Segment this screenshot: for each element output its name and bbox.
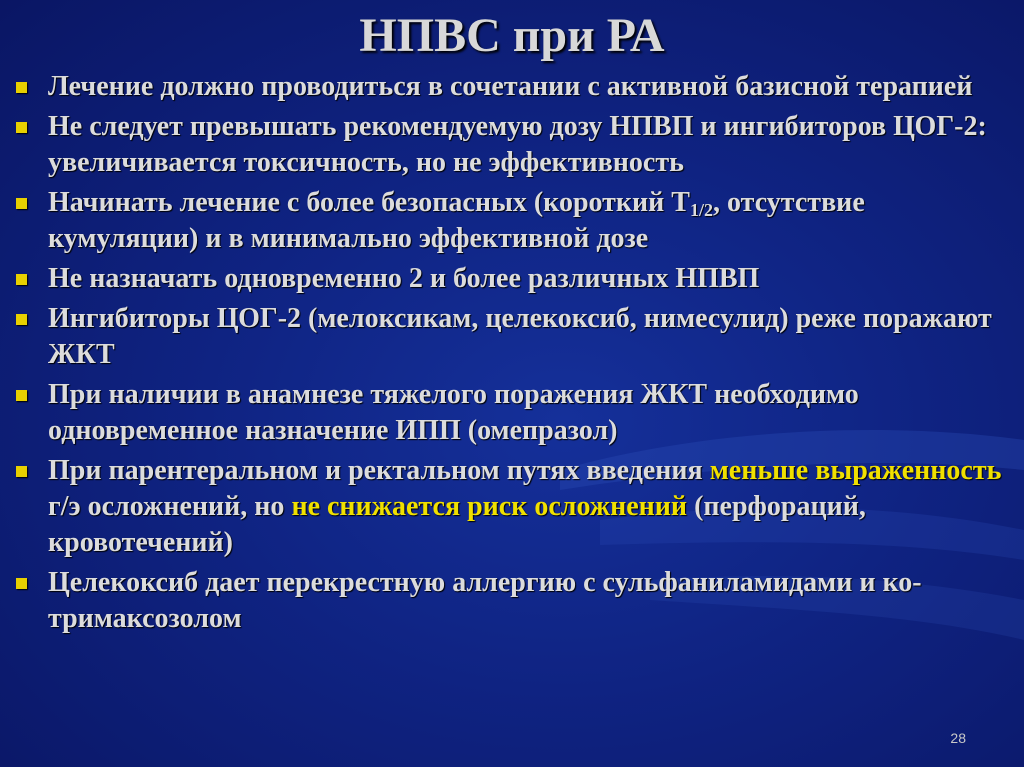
bullet-item	[14, 565, 1004, 637]
bullet-text: г/э осложнений, но	[48, 491, 292, 522]
bullet-text: Лечение должно проводиться в сочетании с активной базисной терапией	[48, 71, 973, 102]
bullet-item	[14, 301, 1004, 373]
highlighted-text: меньше выраженность	[709, 455, 1002, 486]
subscript-text: 1/2	[689, 200, 713, 220]
square-bullet-icon	[16, 390, 27, 401]
bullet-item	[14, 109, 1004, 181]
square-bullet-icon	[16, 82, 27, 93]
bullet-text: Не назначать одновременно 2 и более различных НПВП	[48, 263, 760, 294]
bullet-item	[14, 261, 1004, 297]
bullet-text: Не следует превышать рекомендуемую дозу НПВП и ингибиторов ЦОГ-2: увеличивается токсичность, но не эффективность	[48, 111, 987, 178]
square-bullet-icon	[16, 198, 27, 209]
square-bullet-icon	[16, 466, 27, 477]
bullet-text: Целекоксиб дает перекрестную аллергию с сульфаниламидами и ко-тримаксозолом	[48, 567, 922, 634]
square-bullet-icon	[16, 122, 27, 133]
bullet-item	[14, 69, 1004, 105]
bullet-item	[14, 185, 1004, 257]
bullet-text: Ингибиторы ЦОГ-2 (мелоксикам, целекоксиб, нимесулид) реже поражают ЖКТ	[48, 303, 992, 370]
square-bullet-icon	[16, 274, 27, 285]
bullet-item	[14, 377, 1004, 449]
slide-title: НПВС при РА	[359, 9, 665, 62]
slide-number: 28	[950, 730, 966, 746]
highlighted-text: не снижается риск осложнений	[291, 491, 688, 522]
bullet-text: , отсутствие кумуляции) и в минимально эффективной дозе	[48, 187, 865, 254]
bullet-list	[14, 69, 1004, 641]
bullet-text: (перфораций, кровотечений)	[48, 491, 866, 558]
square-bullet-icon	[16, 578, 27, 589]
square-bullet-icon	[16, 314, 27, 325]
bullet-text: При наличии в анамнезе тяжелого поражения ЖКТ необходимо одновременное назначение ИПП (омепразол)	[48, 379, 859, 446]
bullet-text: Начинать лечение с более безопасных (короткий Т	[48, 187, 690, 218]
bullet-item	[14, 453, 1004, 561]
bullet-text: При парентеральном и ректальном путях введения	[48, 455, 710, 486]
